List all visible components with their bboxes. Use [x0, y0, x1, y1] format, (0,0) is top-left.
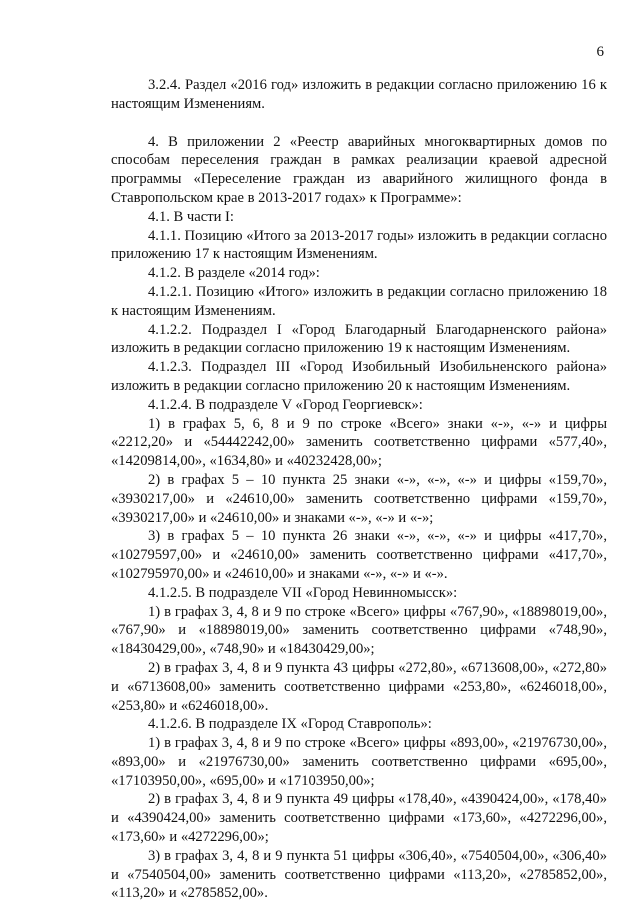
paragraph: 3.2.4. Раздел «2016 год» изложить в редакции согласно приложению 16 к настоящим Изменениям.: [111, 77, 607, 112]
paragraph: 4.1.1. Позицию «Итого за 2013-2017 годы» изложить в редакции согласно приложению 17 к настоящим Изменениям.: [111, 227, 607, 263]
paragraph: 4.1.2.4. В подразделе V «Город Георгиевск»:: [148, 396, 423, 413]
paragraph: 3) в графах 3, 4, 8 и 9 пункта 51 цифры «306,40», «7540504,00», «306,40» и «7540504,00» заменить соответственно цифрами «113,20», «2785852,00», «113,20» и «2785852,00».: [111, 847, 607, 902]
paragraph: 3) в графах 5 – 10 пункта 26 знаки «-», «-», «-» и цифры «417,70», «10279597,00» и «24610,00» заменить соответственно цифрами «417,70», «102795970,00» и «24610,00» и знаками «-», «-» и «-».: [111, 528, 607, 582]
paragraph: 2) в графах 5 – 10 пункта 25 знаки «-», «-», «-» и цифры «159,70», «3930217,00» и «24610,00» заменить соответственно цифрами «159,70», «3930217,00» и «24610,00» и знаками «-», «-» и «-»;: [111, 471, 607, 526]
paragraph: 2) в графах 3, 4, 8 и 9 пункта 49 цифры «178,40», «4390424,00», «178,40» и «4390424,00» заменить соответственно цифрами «173,60», «4272296,00», «173,60» и «4272296,00»;: [111, 791, 607, 846]
paragraph: 1) в графах 5, 6, 8 и 9 по строке «Всего» знаки «-», «-» и цифры «2212,20» и «54442242,00» заменить соответственно цифрами «577,40», «14209814,00», «1634,80» и «40232428,00»;: [111, 415, 607, 470]
paragraph: 4.1. В части I:: [148, 208, 234, 225]
paragraph: 4.1.2.5. В подразделе VII «Город Невинномысск»:: [148, 584, 458, 601]
paragraph-gap: [111, 114, 607, 133]
page-number: 6: [596, 44, 604, 60]
paragraph: 4.1.2. В разделе «2014 год»:: [148, 265, 320, 282]
paragraph: 4.1.2.6. В подразделе IX «Город Ставрополь»:: [148, 716, 432, 733]
document-body: [111, 76, 607, 903]
paragraph: 4.1.2.3. Подраздел III «Город Изобильный Изобильненского района» изложить в редакции согласно приложению 20 к настоящим Изменениям.: [111, 359, 607, 394]
paragraph: 2) в графах 3, 4, 8 и 9 пункта 43 цифры «272,80», «6713608,00», «272,80» и «6713608,00» заменить соответственно цифрами «253,80», «6246018,00», «253,80» и «6246018,00».: [111, 659, 607, 714]
paragraph: 4.1.2.1. Позицию «Итого» изложить в редакции согласно приложению 18 к настоящим Изменениям.: [111, 283, 607, 319]
paragraph: 4. В приложении 2 «Реестр аварийных многоквартирных домов по способам переселения граждан в рамках реализации краевой адресной программы «Переселение граждан из аварийного жилищного фонда в Ставропольском крае в 2013-2017 годах» к Программе»:: [111, 133, 607, 206]
paragraph: 1) в графах 3, 4, 8 и 9 по строке «Всего» цифры «767,90», «18898019,00», «767,90» и «18898019,00» заменить соответственно цифрами «748,90», «18430429,00», «748,90» и «18430429,00»;: [111, 603, 607, 658]
paragraph: 1) в графах 3, 4, 8 и 9 по строке «Всего» цифры «893,00», «21976730,00», «893,00» и «21976730,00» заменить соответственно цифрами «695,00», «17103950,00», «695,00» и «17103950,00»;: [111, 735, 607, 789]
paragraph: 4.1.2.2. Подраздел I «Город Благодарный Благодарненского района» изложить в редакции согласно приложению 19 к настоящим Изменениям.: [111, 321, 607, 357]
